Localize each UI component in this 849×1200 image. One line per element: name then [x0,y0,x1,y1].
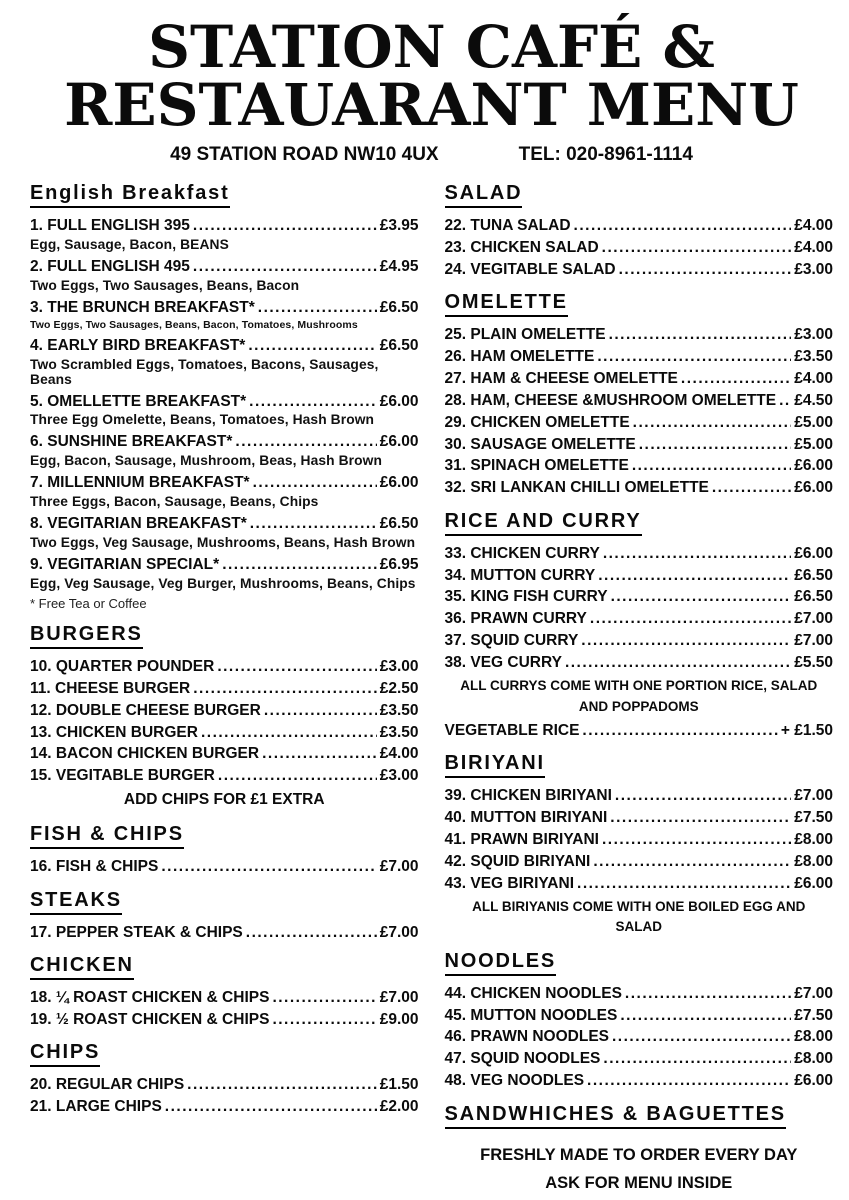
dot-leader [235,432,376,451]
menu-section [30,889,419,942]
menu-item [445,609,834,628]
menu-item [30,766,419,785]
item-price: £8.00 [794,1050,833,1068]
dot-leader [593,852,791,871]
item-description: Two Scrambled Eggs, Tomatoes, Bacons, Sausages, Beans [30,356,379,387]
menu-item [445,808,834,827]
menu-item [445,721,834,740]
dot-leader [249,392,377,411]
item-price: £6.00 [379,433,419,451]
menu-item [445,478,834,497]
item-description: Egg, Bacon, Sausage, Mushroom, Beas, Hash Brown [30,453,382,469]
item-price: £5.00 [794,435,833,453]
dot-leader [609,325,792,344]
item-price: £6.95 [379,556,419,573]
menu-item [445,1049,834,1068]
item-name: 12. DOUBLE CHEESE BURGER [30,701,261,719]
menu-item [445,1027,834,1046]
menu-item [30,744,419,763]
section-heading: BIRIYANI [445,752,545,778]
dot-leader [193,679,376,698]
menu-item [445,874,834,893]
item-price: £8.00 [794,1028,833,1046]
item-price: £7.00 [379,989,419,1007]
item-name: 37. SQUID CURRY [444,632,579,650]
dot-leader [602,830,791,849]
item-price: £6.00 [379,474,419,492]
item-price: £4.00 [794,369,833,387]
dot-leader [625,984,791,1003]
menu-item [445,566,834,585]
item-description: Three Eggs, Bacon, Sausage, Beans, Chips [30,494,319,510]
item-name: 15. VEGITABLE BURGER [30,767,215,785]
menu-item [30,701,419,720]
menu-item [445,456,834,475]
item-name: 17. PEPPER STEAK & CHIPS [30,923,243,941]
item-name: 6. SUNSHINE BREAKFAST* [30,433,233,451]
item-price: £6.00 [794,874,833,892]
item-name: 27. HAM & CHEESE OMELETTE [444,369,678,387]
item-price: £6.00 [794,457,833,475]
item-name: 43. VEG BIRIYANI [444,874,575,892]
item-name: 7. MILLENNIUM BREAKFAST* [30,474,250,492]
page-title [30,13,833,139]
menu-item [30,392,419,411]
menu-item [30,1075,419,1094]
menu-columns [30,182,833,1193]
tagline: ASK FOR MENU INSIDE [545,1173,733,1192]
item-price: + £1.50 [780,721,833,739]
footnote: * Free Tea or Coffee [30,595,147,611]
dot-leader [582,721,777,740]
menu-item [445,369,834,388]
item-price: £7.00 [794,610,833,628]
menu-section [445,752,834,937]
item-price: £3.95 [379,217,419,234]
menu-item [445,347,834,366]
menu-item [445,653,834,672]
dot-leader [598,566,791,585]
left-column [30,182,419,1193]
menu-section [30,823,419,876]
dot-leader [272,1010,376,1029]
dot-leader [779,391,791,410]
item-description: Three Egg Omelette, Beans, Tomatoes, Hash Brown [30,412,375,428]
dot-leader [603,544,791,563]
section-note: ADD CHIPS FOR £1 EXTRA [123,791,325,809]
menu-item [30,1010,419,1029]
menu-section [30,1041,419,1116]
item-price: £6.00 [794,1072,833,1090]
menu-item [30,555,419,574]
dot-leader [632,456,791,475]
item-price: £3.00 [794,260,833,278]
menu-section [30,954,419,1029]
menu-item [445,413,834,432]
menu-item [445,1071,834,1090]
item-name: 33. CHICKEN CURRY [444,544,600,562]
menu-item [445,216,834,235]
item-price: £7.00 [794,632,833,650]
item-description: Two Eggs, Veg Sausage, Mushrooms, Beans, Hash Brown [30,535,416,550]
menu-section [30,623,419,812]
item-name: 22. TUNA SALAD [444,217,571,234]
section-heading: FISH & CHIPS [30,823,184,849]
dot-leader [633,413,792,432]
item-price: £3.50 [379,701,419,719]
menu-item [445,984,834,1003]
dot-leader [565,653,791,672]
dot-leader [250,514,377,533]
item-name: 19. ½ ROAST CHICKEN & CHIPS [30,1011,270,1028]
item-price: £7.00 [379,858,419,876]
dot-leader [193,257,377,276]
item-name: 8. VEGITARIAN BREAKFAST* [30,515,247,533]
item-name: 46. PRAWN NOODLES [444,1028,609,1046]
item-price: £3.00 [379,767,419,785]
item-name: VEGETABLE RICE [444,721,580,739]
item-price: £5.00 [794,413,833,431]
menu-section [30,182,419,611]
dot-leader [590,609,791,628]
item-price: £4.00 [794,217,833,234]
item-name: 4. EARLY BIRD BREAKFAST* [30,336,246,354]
item-name: 23. CHICKEN SALAD [444,238,599,256]
item-name: 28. HAM, CHEESE &MUSHROOM OMELETTE [444,391,777,409]
item-name: 3. THE BRUNCH BREAKFAST* [30,298,255,316]
menu-item [30,473,419,492]
menu-item [445,1006,834,1025]
item-price: £7.00 [379,923,419,941]
dot-leader [222,555,377,574]
dot-leader [612,1027,791,1046]
item-name: 48. VEG NOODLES [444,1072,585,1090]
item-price: £6.00 [379,392,419,410]
item-description: Two Eggs, Two Sausages, Beans, Bacon, Tomatoes, Mushrooms [30,318,358,331]
menu-section [445,291,834,498]
menu-item [30,657,419,676]
menu-item [445,852,834,871]
menu-item [445,325,834,344]
right-column [445,182,834,1193]
menu-item [30,857,419,876]
tagline: FRESHLY MADE TO ORDER EVERY DAY [480,1145,798,1164]
item-name: 35. KING FISH CURRY [444,588,608,606]
item-name: 5. OMELLETTE BREAKFAST* [30,392,247,410]
item-price: £4.95 [379,257,419,275]
section-heading: NOODLES [445,950,557,976]
item-name: 42. SQUID BIRIYANI [444,852,591,870]
section-note: ALL BIRIYANIS COME WITH ONE BOILED EGG AND SALAD [472,899,806,935]
menu-item [445,830,834,849]
item-name: 47. SQUID NOODLES [444,1050,601,1068]
item-name: 18. ¼ ROAST CHICKEN & CHIPS [30,989,270,1007]
item-price: £6.50 [379,298,419,316]
dot-leader [619,260,792,279]
page-title-line-1: STATION CAFÉ & [148,13,715,81]
menu-item [30,216,419,235]
menu-item [445,260,834,279]
item-price: £3.50 [794,348,833,365]
item-name: 29. CHICKEN OMELETTE [444,413,630,431]
item-name: 40. MUTTON BIRIYANI [444,809,608,827]
dot-leader [615,786,791,805]
dot-leader [610,808,791,827]
menu-item [445,544,834,563]
dot-leader [246,923,377,942]
item-price: £6.50 [794,588,833,606]
dot-leader [253,473,377,492]
item-name: 1. FULL ENGLISH 395 [30,217,190,234]
section-heading: OMELETTE [445,291,568,317]
item-price: £6.50 [794,566,833,584]
item-price: £9.00 [379,1011,419,1028]
item-price: £2.00 [379,1098,419,1116]
section-heading: BURGERS [30,623,143,649]
item-price: £8.00 [794,852,833,870]
dot-leader [597,347,791,366]
dot-leader [218,766,377,785]
menu-item [30,923,419,942]
menu-item [30,257,419,276]
item-price: £7.00 [794,787,833,805]
contact-line [30,144,833,166]
item-price: £7.50 [794,1006,833,1024]
item-price: £4.00 [794,238,833,256]
item-price: £5.50 [794,654,833,671]
phone-number: TEL: 020-8961-1114 [518,144,693,165]
menu-item [30,679,419,698]
item-name: 32. SRI LANKAN CHILLI OMELETTE [444,479,709,497]
item-name: 31. SPINACH OMELETTE [444,457,629,475]
menu-item [445,587,834,606]
dot-leader [587,1071,791,1090]
item-name: 25. PLAIN OMELETTE [444,326,606,344]
item-name: 13. CHICKEN BURGER [30,723,198,741]
menu-header [30,13,833,166]
item-name: 44. CHICKEN NOODLES [444,984,622,1002]
dot-leader [264,701,377,720]
section-heading: RICE AND CURRY [445,510,642,536]
item-description: Egg, Sausage, Bacon, BEANS [30,236,229,252]
menu-item [30,1097,419,1116]
dot-leader [681,369,791,388]
menu-item [30,988,419,1007]
item-price: £6.00 [794,544,833,562]
menu-item [30,723,419,742]
dot-leader [712,478,791,497]
dot-leader [161,857,376,876]
dot-leader [217,657,376,676]
item-name: 16. FISH & CHIPS [30,858,159,876]
dot-leader [581,631,791,650]
item-name: 34. MUTTON CURRY [444,566,596,584]
menu-item [30,514,419,533]
section-heading: English Breakfast [30,182,230,208]
dot-leader [577,874,791,893]
menu-item [445,435,834,454]
item-name: 11. CHEESE BURGER [30,679,191,697]
page-title-line-2: RESTAUARANT MENU [64,71,799,139]
item-price: £3.00 [794,326,833,344]
dot-leader [258,298,377,317]
menu-item [30,432,419,451]
item-name: 14. BACON CHICKEN BURGER [30,745,260,763]
item-price: £7.00 [794,984,833,1002]
item-price: £6.00 [794,479,833,497]
menu-section [445,510,834,741]
menu-section [445,182,834,279]
dot-leader [272,988,376,1007]
menu-section [445,1103,834,1193]
item-price: £6.50 [379,336,419,354]
item-price: £2.50 [379,679,419,697]
section-heading: CHICKEN [30,954,134,980]
item-name: 38. VEG CURRY [444,654,562,671]
item-name: 39. CHICKEN BIRIYANI [444,787,612,805]
item-name: 36. PRAWN CURRY [444,610,587,628]
item-name: 45. MUTTON NOODLES [444,1006,618,1024]
item-price: £3.00 [379,657,419,675]
item-name: 9. VEGITARIAN SPECIAL* [30,556,220,573]
item-price: £4.50 [794,391,833,409]
dot-leader [201,723,377,742]
address-text: 49 STATION ROAD NW10 4UX [170,144,439,165]
item-name: 26. HAM OMELETTE [444,348,595,365]
item-name: 41. PRAWN BIRIYANI [444,831,599,848]
item-name: 24. VEGITABLE SALAD [444,260,616,278]
item-name: 21. LARGE CHIPS [30,1098,162,1116]
menu-item [445,631,834,650]
item-name: 30. SAUSAGE OMELETTE [444,435,636,453]
menu-item [445,391,834,410]
dot-leader [187,1075,377,1094]
dot-leader [574,216,792,235]
section-heading: SANDWHICHES & BAGUETTES [445,1103,786,1129]
dot-leader [639,435,792,454]
menu-section [445,950,834,1091]
section-heading: STEAKS [30,889,122,915]
menu-item [30,336,419,355]
item-name: 2. FULL ENGLISH 495 [30,257,190,275]
dot-leader [248,336,376,355]
menu-item [445,786,834,805]
item-price: £3.50 [379,723,419,741]
item-price: £7.50 [794,809,833,827]
item-description: Two Eggs, Two Sausages, Beans, Bacon [30,277,300,293]
dot-leader [611,587,792,606]
item-price: £4.00 [379,745,419,763]
dot-leader [620,1006,791,1025]
menu-item [30,298,419,317]
item-description: Egg, Veg Sausage, Veg Burger, Mushrooms, Beans, Chips [30,575,416,591]
dot-leader [262,744,377,763]
dot-leader [603,1049,791,1068]
dot-leader [165,1097,377,1116]
dot-leader [602,238,792,257]
section-heading: CHIPS [30,1041,100,1067]
menu-item [445,238,834,257]
item-name: 10. QUARTER POUNDER [30,657,215,675]
section-note: ALL CURRYS COME WITH ONE PORTION RICE, SALAD AND POPPADOMS [460,678,818,714]
item-price: £8.00 [794,831,833,848]
section-heading: SALAD [445,182,523,208]
item-name: 20. REGULAR CHIPS [30,1076,185,1094]
item-price: £6.50 [379,515,419,533]
item-price: £1.50 [379,1076,419,1094]
dot-leader [193,216,377,235]
